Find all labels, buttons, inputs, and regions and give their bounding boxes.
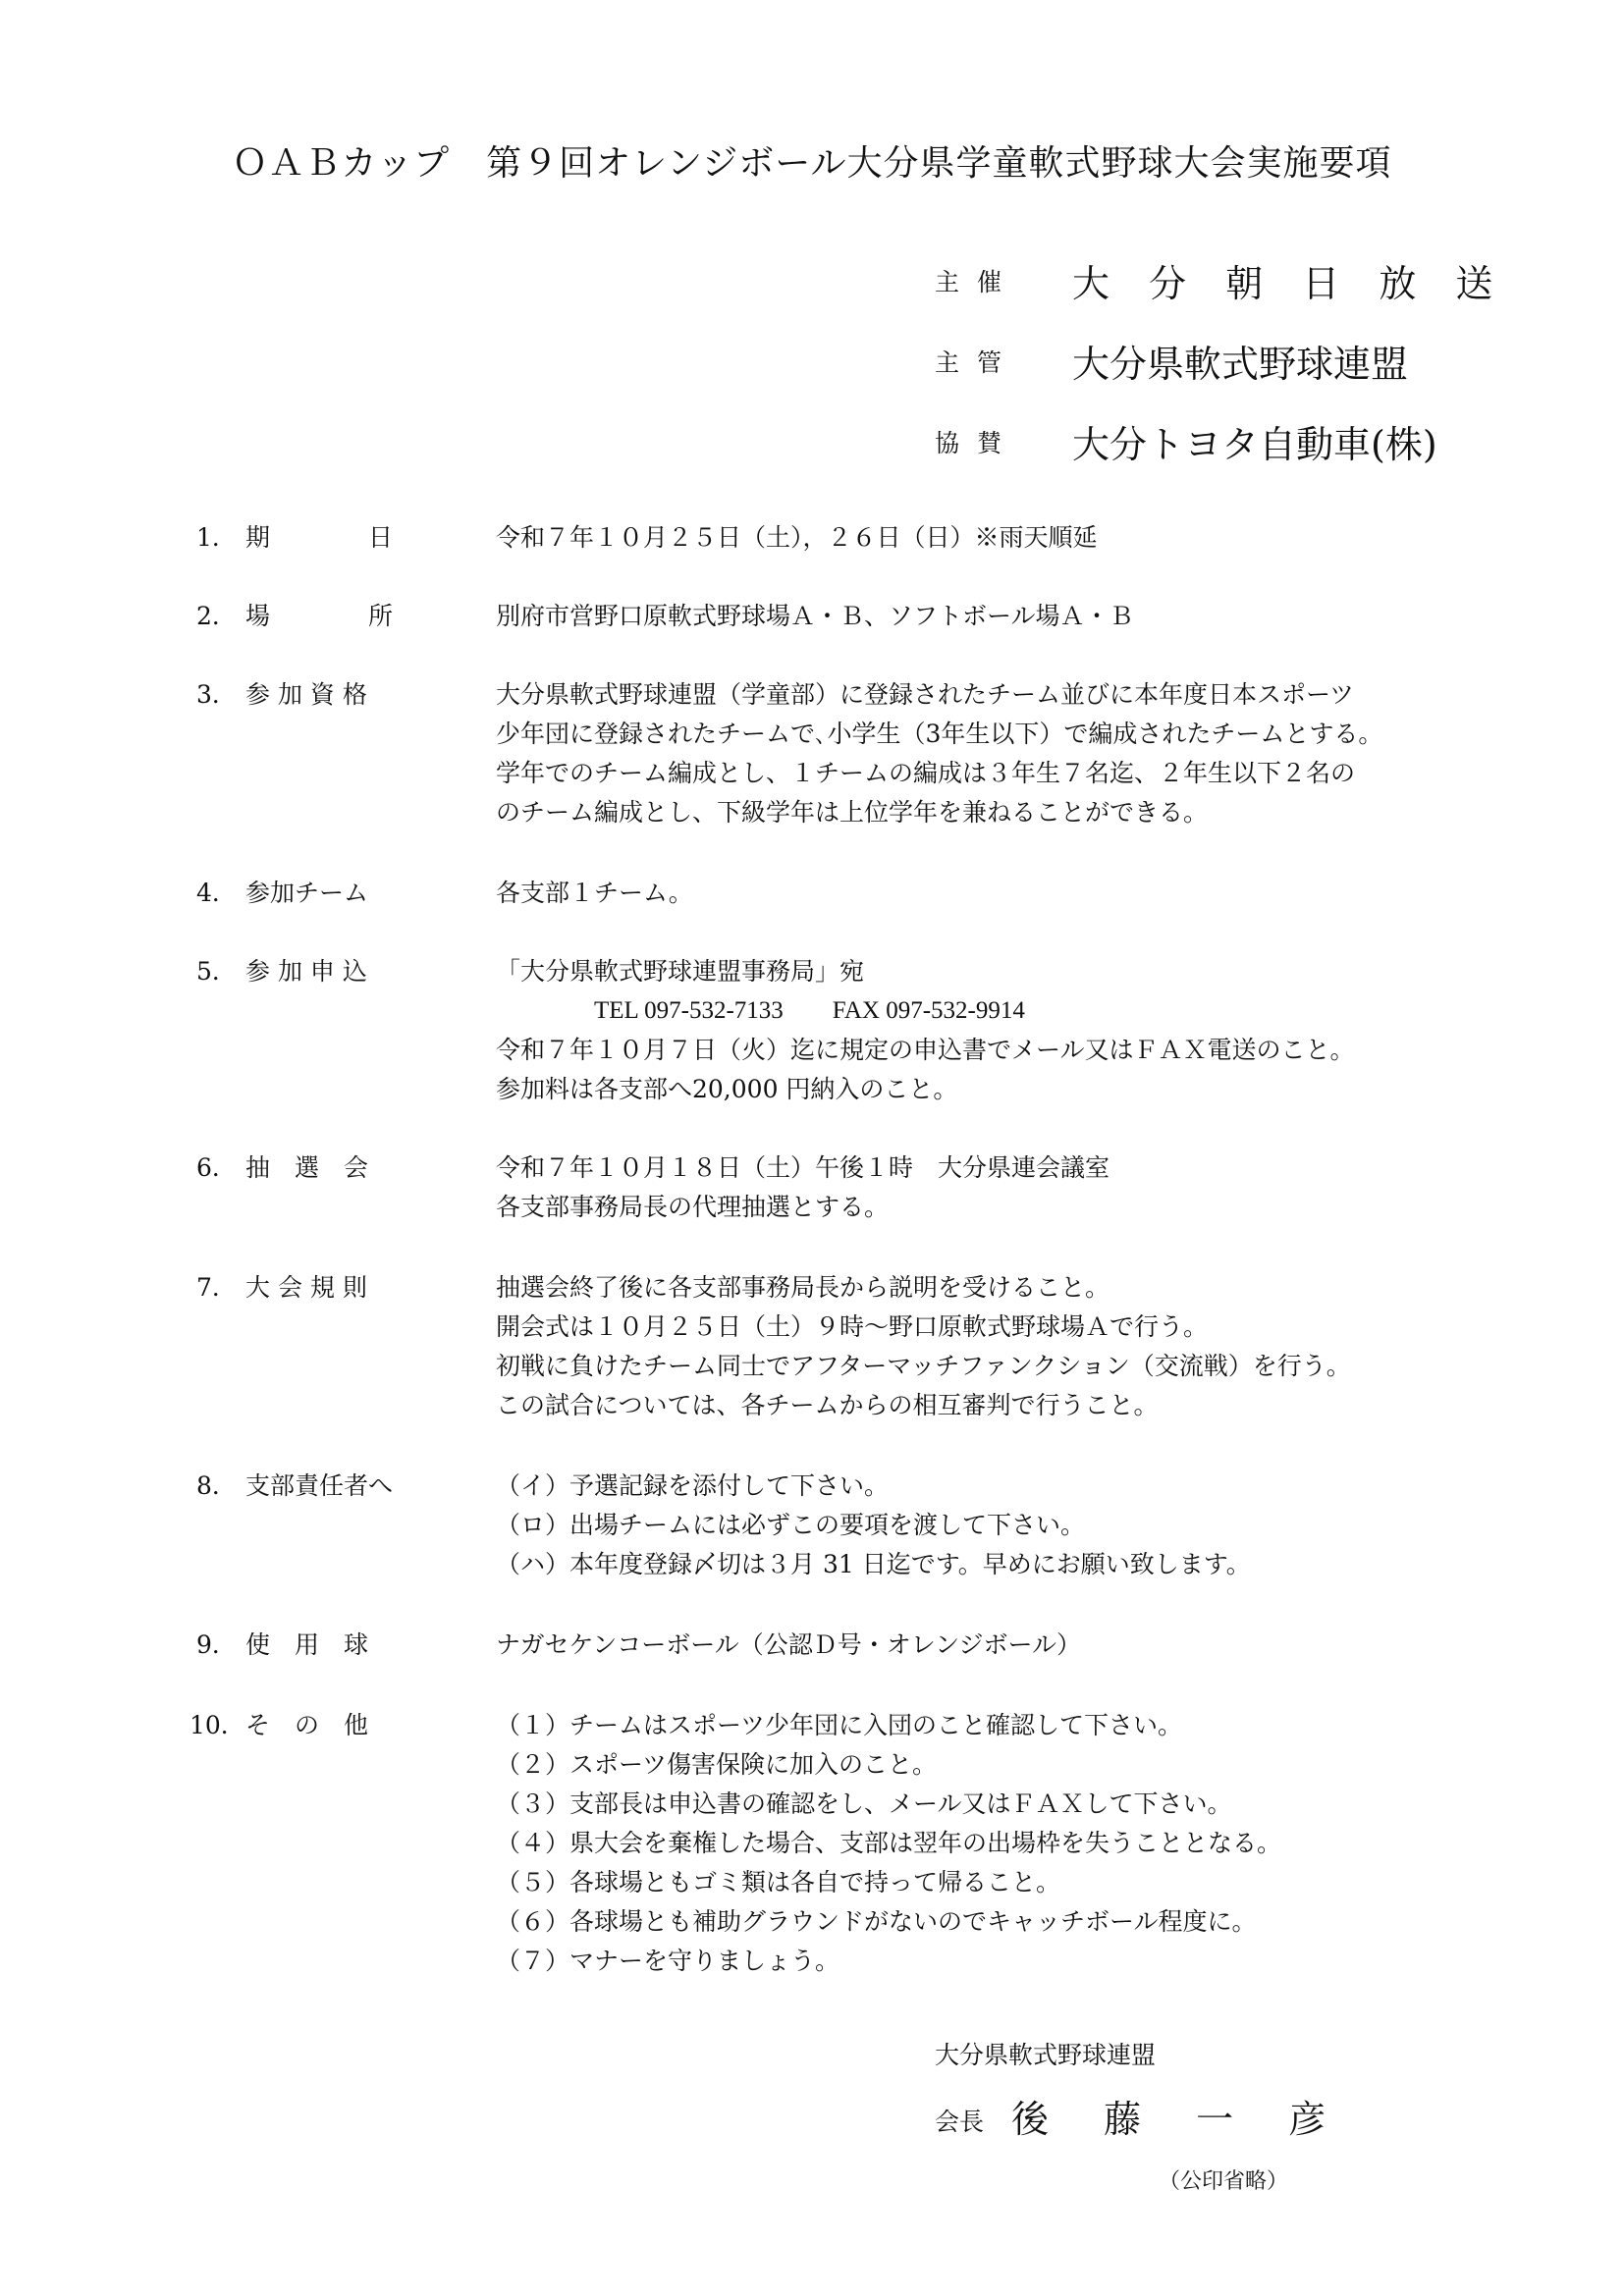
- item-content-branch: [496, 1467, 1251, 1584]
- item-content-application: [496, 952, 1355, 1109]
- document-title: ＯＡＢカップ 第９回オレンジボール大分県学童軟式野球大会実施要項: [232, 143, 1392, 184]
- item-content-date: [496, 518, 1098, 558]
- item-key-application: 参 加 申 込: [245, 957, 367, 986]
- content-line: 抽選会終了後に各支部事務局長から説明を受けること。: [496, 1273, 1110, 1302]
- content-line: 令和７年１０月７日（火）迄に規定の申込書でメール又はＦＡＸ電送のこと。: [496, 1036, 1355, 1064]
- item-number-2: 2．: [196, 602, 237, 630]
- item-number-8: 8．: [196, 1471, 237, 1500]
- item-number-1: 1．: [196, 523, 237, 552]
- item-key-rules: 大 会 規 則: [245, 1273, 367, 1302]
- organizer-name-host: 大 分 朝 日 放 送: [1072, 262, 1507, 305]
- item-content-rules: [496, 1268, 1351, 1425]
- item-content-ball: [496, 1626, 1081, 1665]
- item-number-7: 7．: [196, 1273, 237, 1302]
- content-line: 少年団に登録されたチームで､小学生（3年生以下）で編成されたチームとする。: [496, 720, 1383, 748]
- signature-org: 大分県軟式野球連盟: [935, 2041, 1157, 2069]
- item-number-9: 9．: [196, 1630, 237, 1659]
- item-number-10: 10．: [189, 1711, 245, 1739]
- content-line: 「大分県軟式野球連盟事務局」宛: [496, 957, 865, 986]
- content-line: 各支部１チーム。: [496, 879, 693, 907]
- item-key-other: そ の 他: [245, 1711, 369, 1739]
- content-line: 別府市営野口原軟式野球場Ａ・Ｂ、ソフトボール場Ａ・Ｂ: [496, 602, 1134, 630]
- organizer-label-host: 主催: [935, 268, 1020, 296]
- content-line: （ロ）出場チームには必ずこの要項を渡して下さい。: [496, 1511, 1086, 1539]
- item-key-ball: 使 用 球: [245, 1630, 369, 1659]
- item-key-date: 期 日: [245, 523, 394, 552]
- content-line: 各支部事務局長の代理抽選とする。: [496, 1193, 890, 1221]
- organizer-label-manager: 主管: [935, 348, 1020, 377]
- content-line: （７）マナーを守りましょう。: [496, 1947, 840, 1975]
- signature-role: 会長: [935, 2108, 985, 2136]
- content-line: （２）スポーツ傷害保険に加入のこと。: [496, 1750, 938, 1779]
- item-number-4: 4．: [196, 879, 237, 907]
- content-line: （１）チームはスポーツ少年団に入団のこと確認して下さい。: [496, 1711, 1183, 1739]
- content-line: 学年でのチーム編成とし、１チームの編成は３年生７名迄、２年生以下２名の: [496, 759, 1356, 787]
- content-line: 参加料は各支部へ20,000 円納入のこと。: [496, 1075, 958, 1103]
- item-content-eligibility: [496, 675, 1382, 832]
- organizer-name-sponsor: 大分トヨタ自動車(株): [1072, 423, 1437, 466]
- content-line: 令和７年１０月２５日（土），２６日（日）※雨天順延: [496, 523, 1098, 552]
- content-line: この試合については、各チームからの相互審判で行うこと。: [496, 1391, 1159, 1419]
- content-line: 令和７年１０月１８日（土）午後１時 大分県連会議室: [496, 1153, 1110, 1182]
- organizer-label-sponsor: 協賛: [935, 429, 1020, 457]
- item-key-venue: 場 所: [245, 602, 394, 630]
- content-line: （５）各球場ともゴミ類は各自で持って帰ること。: [496, 1868, 1061, 1896]
- item-number-5: 5．: [196, 957, 237, 986]
- content-line: 開会式は１０月２５日（土）９時～野口原軟式野球場Ａで行う。: [496, 1312, 1209, 1341]
- item-content-other: [496, 1706, 1281, 1981]
- item-key-branch: 支部責任者へ: [245, 1471, 394, 1500]
- content-line: （６）各球場とも補助グラウンドがないのでキャッチボール程度に。: [496, 1907, 1257, 1936]
- item-number-3: 3．: [196, 680, 237, 709]
- signature-name: 後 藤 一 彦: [1011, 2098, 1348, 2141]
- content-line: （イ）予選記録を添付して下さい。: [496, 1471, 890, 1500]
- content-line: （３）支部長は申込書の確認をし、メール又はＦＡＸして下さい。: [496, 1789, 1232, 1818]
- content-line: 初戦に負けたチーム同士でアフターマッチファンクション（交流戦）を行う。: [496, 1352, 1351, 1380]
- content-line: （ハ）本年度登録〆切は３月 31 日迄です。早めにお願い致します。: [496, 1550, 1251, 1578]
- content-line: のチーム編成とし、下級学年は上位学年を兼ねることができる。: [496, 798, 1209, 827]
- item-number-6: 6．: [196, 1153, 237, 1182]
- item-key-eligibility: 参 加 資 格: [245, 680, 367, 709]
- item-content-lottery: [496, 1148, 1110, 1227]
- content-line: （４）県大会を棄権した場合、支部は翌年の出場枠を失うこととなる。: [496, 1829, 1282, 1857]
- item-key-lottery: 抽 選 会: [245, 1153, 369, 1182]
- content-line: ナガセケンコーボール（公認Ｄ号・オレンジボール）: [496, 1630, 1082, 1659]
- content-line: TEL 097-532-7133 FAX 097-532-9914: [496, 997, 1025, 1024]
- item-content-venue: [496, 597, 1134, 636]
- item-content-teams: [496, 874, 693, 913]
- item-key-teams: 参加チーム: [245, 879, 369, 907]
- content-line: 大分県軟式野球連盟（学童部）に登録されたチーム並びに本年度日本スポーツ: [496, 680, 1355, 709]
- organizer-name-manager: 大分県軟式野球連盟: [1072, 343, 1409, 386]
- seal-note: （公印省略）: [1159, 2169, 1289, 2194]
